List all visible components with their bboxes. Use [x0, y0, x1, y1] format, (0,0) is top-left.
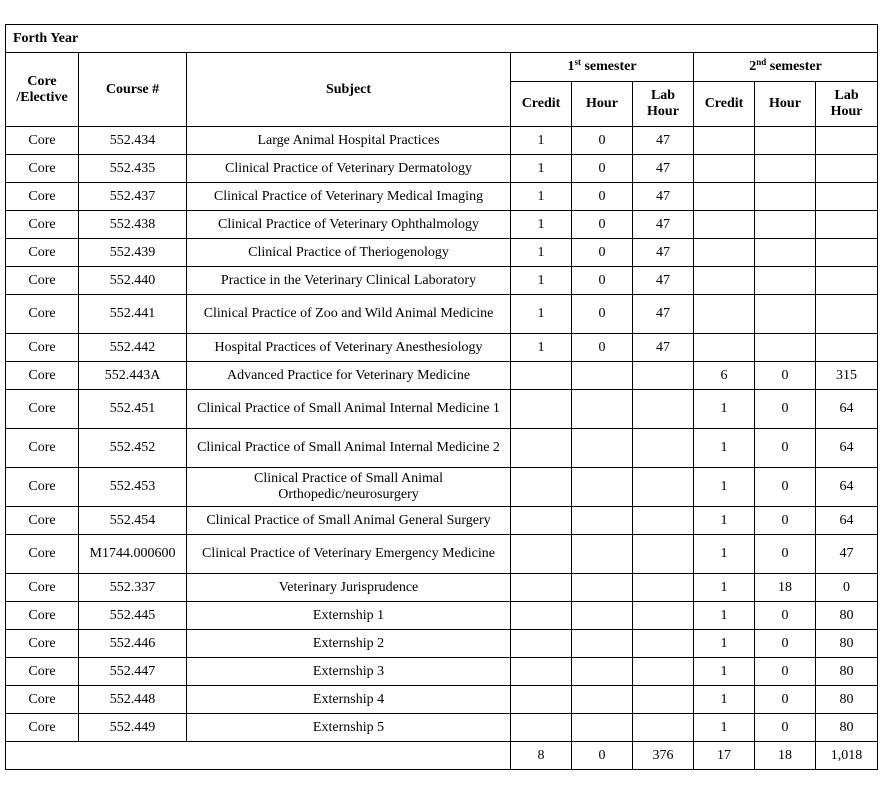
cell-s1-lab-hour [633, 390, 694, 429]
cell-s2-credit [694, 334, 755, 362]
cell-s1-credit [511, 658, 572, 686]
cell-s2-credit: 1 [694, 429, 755, 468]
cell-subject: Veterinary Jurisprudence [187, 574, 511, 602]
cell-s2-hour: 0 [755, 468, 816, 507]
cell-s2-hour [755, 267, 816, 295]
cell-s1-hour: 0 [572, 267, 633, 295]
cell-s2-credit [694, 267, 755, 295]
cell-s2-hour: 0 [755, 429, 816, 468]
cell-s2-credit [694, 295, 755, 334]
table-row [6, 127, 878, 155]
cell-s2-credit: 1 [694, 390, 755, 429]
total-s1-credit: 8 [511, 742, 572, 770]
cell-s1-credit: 1 [511, 295, 572, 334]
table-row [6, 362, 878, 390]
cell-s2-credit: 6 [694, 362, 755, 390]
cell-s2-lab-hour [816, 211, 878, 239]
cell-s1-credit [511, 362, 572, 390]
cell-s1-credit [511, 714, 572, 742]
cell-subject: Externship 2 [187, 630, 511, 658]
cell-s1-lab-hour: 47 [633, 239, 694, 267]
cell-s2-lab-hour [816, 334, 878, 362]
cell-s2-hour [755, 239, 816, 267]
cell-s2-hour [755, 211, 816, 239]
cell-course-number: 552.445 [79, 602, 187, 630]
cell-core-elective: Core [6, 267, 79, 295]
cell-s2-hour: 0 [755, 714, 816, 742]
cell-s2-credit [694, 155, 755, 183]
table-row [6, 686, 878, 714]
cell-core-elective: Core [6, 574, 79, 602]
cell-course-number: 552.337 [79, 574, 187, 602]
cell-s2-credit [694, 211, 755, 239]
cell-s1-lab-hour [633, 535, 694, 574]
cell-subject: Clinical Practice of Small Animal Internal Medicine 2 [187, 429, 511, 468]
header-s2-lab-hour: Lab Hour [816, 82, 878, 127]
cell-s1-lab-hour [633, 686, 694, 714]
cell-core-elective: Core [6, 127, 79, 155]
cell-core-elective: Core [6, 362, 79, 390]
cell-s1-lab-hour [633, 429, 694, 468]
cell-subject: Externship 3 [187, 658, 511, 686]
cell-s1-credit: 1 [511, 183, 572, 211]
total-s1-hour: 0 [572, 742, 633, 770]
cell-s2-credit: 1 [694, 602, 755, 630]
table-row [6, 267, 878, 295]
cell-s1-credit: 1 [511, 155, 572, 183]
table-row [6, 507, 878, 535]
cell-core-elective: Core [6, 686, 79, 714]
cell-s1-credit [511, 507, 572, 535]
cell-s2-lab-hour [816, 127, 878, 155]
cell-s1-lab-hour [633, 468, 694, 507]
cell-core-elective: Core [6, 155, 79, 183]
table-row [6, 602, 878, 630]
total-s2-lab: 1,018 [816, 742, 878, 770]
cell-s2-credit [694, 183, 755, 211]
cell-s1-hour [572, 390, 633, 429]
cell-core-elective: Core [6, 429, 79, 468]
cell-subject: Clinical Practice of Veterinary Ophthalmology [187, 211, 511, 239]
cell-s1-credit: 1 [511, 267, 572, 295]
cell-s2-credit: 1 [694, 507, 755, 535]
cell-core-elective: Core [6, 183, 79, 211]
cell-course-number: 552.442 [79, 334, 187, 362]
cell-core-elective: Core [6, 468, 79, 507]
cell-subject: Clinical Practice of Zoo and Wild Animal Medicine [187, 295, 511, 334]
cell-s2-lab-hour [816, 183, 878, 211]
cell-s2-lab-hour: 80 [816, 602, 878, 630]
cell-subject: Externship 1 [187, 602, 511, 630]
cell-s2-lab-hour: 64 [816, 390, 878, 429]
cell-s2-hour: 0 [755, 535, 816, 574]
table-title: Forth Year [6, 25, 878, 53]
header-course-number: Course # [79, 53, 187, 127]
cell-course-number: 552.453 [79, 468, 187, 507]
totals-row [6, 742, 878, 770]
header-subject: Subject [187, 53, 511, 127]
cell-s2-credit: 1 [694, 574, 755, 602]
cell-s1-lab-hour: 47 [633, 334, 694, 362]
table-row [6, 334, 878, 362]
cell-s1-credit [511, 630, 572, 658]
cell-s1-lab-hour: 47 [633, 211, 694, 239]
cell-course-number: 552.438 [79, 211, 187, 239]
cell-course-number: 552.435 [79, 155, 187, 183]
cell-course-number: 552.434 [79, 127, 187, 155]
table-row [6, 630, 878, 658]
cell-s1-lab-hour [633, 714, 694, 742]
header-s1-hour: Hour [572, 82, 633, 127]
cell-s1-hour [572, 686, 633, 714]
table-row [6, 183, 878, 211]
cell-s1-hour [572, 535, 633, 574]
cell-s1-credit [511, 390, 572, 429]
header-s2-hour: Hour [755, 82, 816, 127]
cell-s1-lab-hour [633, 658, 694, 686]
cell-s1-lab-hour: 47 [633, 267, 694, 295]
cell-s1-hour: 0 [572, 127, 633, 155]
cell-core-elective: Core [6, 602, 79, 630]
cell-s2-hour: 0 [755, 602, 816, 630]
cell-s2-lab-hour: 315 [816, 362, 878, 390]
cell-core-elective: Core [6, 239, 79, 267]
table-row [6, 468, 878, 507]
cell-course-number: 552.437 [79, 183, 187, 211]
cell-s1-credit [511, 468, 572, 507]
cell-s2-lab-hour [816, 267, 878, 295]
cell-s1-hour [572, 468, 633, 507]
cell-s2-credit [694, 127, 755, 155]
cell-core-elective: Core [6, 295, 79, 334]
cell-s1-hour: 0 [572, 183, 633, 211]
cell-course-number: 552.439 [79, 239, 187, 267]
cell-course-number: 552.443A [79, 362, 187, 390]
cell-s1-lab-hour [633, 630, 694, 658]
cell-s1-hour [572, 362, 633, 390]
cell-subject: Clinical Practice of Theriogenology [187, 239, 511, 267]
cell-course-number: 552.440 [79, 267, 187, 295]
table-row [6, 390, 878, 429]
cell-core-elective: Core [6, 630, 79, 658]
header-s1-lab-hour: Lab Hour [633, 82, 694, 127]
cell-s1-hour [572, 630, 633, 658]
cell-course-number: 552.454 [79, 507, 187, 535]
cell-core-elective: Core [6, 535, 79, 574]
cell-s2-lab-hour: 80 [816, 630, 878, 658]
cell-core-elective: Core [6, 390, 79, 429]
cell-core-elective: Core [6, 334, 79, 362]
cell-s2-hour: 0 [755, 658, 816, 686]
table-row [6, 574, 878, 602]
table-row [6, 535, 878, 574]
cell-s2-lab-hour [816, 155, 878, 183]
cell-subject: Externship 5 [187, 714, 511, 742]
total-s2-credit: 17 [694, 742, 755, 770]
cell-subject: Large Animal Hospital Practices [187, 127, 511, 155]
cell-s2-hour: 0 [755, 390, 816, 429]
cell-s1-hour: 0 [572, 295, 633, 334]
cell-subject: Clinical Practice of Small Animal General Surgery [187, 507, 511, 535]
cell-s2-lab-hour: 80 [816, 658, 878, 686]
table-row [6, 211, 878, 239]
header-s2-credit: Credit [694, 82, 755, 127]
cell-s2-hour [755, 295, 816, 334]
cell-s2-hour [755, 183, 816, 211]
cell-s1-hour [572, 658, 633, 686]
cell-subject: Advanced Practice for Veterinary Medicine [187, 362, 511, 390]
cell-subject: Clinical Practice of Veterinary Medical Imaging [187, 183, 511, 211]
cell-course-number: M1744.000600 [79, 535, 187, 574]
cell-s1-lab-hour [633, 362, 694, 390]
header-s1-credit: Credit [511, 82, 572, 127]
total-s1-lab: 376 [633, 742, 694, 770]
cell-course-number: 552.447 [79, 658, 187, 686]
cell-s1-credit: 1 [511, 211, 572, 239]
cell-core-elective: Core [6, 211, 79, 239]
cell-s1-credit [511, 686, 572, 714]
cell-course-number: 552.452 [79, 429, 187, 468]
cell-s1-hour: 0 [572, 211, 633, 239]
cell-s2-credit: 1 [694, 686, 755, 714]
cell-s2-credit: 1 [694, 468, 755, 507]
cell-s1-hour: 0 [572, 239, 633, 267]
cell-course-number: 552.449 [79, 714, 187, 742]
total-s2-hour: 18 [755, 742, 816, 770]
cell-s1-hour: 0 [572, 334, 633, 362]
cell-course-number: 552.451 [79, 390, 187, 429]
cell-s1-hour [572, 507, 633, 535]
cell-s1-credit [511, 535, 572, 574]
cell-s2-hour: 0 [755, 507, 816, 535]
table-row [6, 429, 878, 468]
table-row [6, 658, 878, 686]
cell-s2-hour: 0 [755, 686, 816, 714]
cell-s1-lab-hour [633, 507, 694, 535]
cell-course-number: 552.448 [79, 686, 187, 714]
cell-s1-lab-hour [633, 574, 694, 602]
cell-core-elective: Core [6, 714, 79, 742]
cell-s1-lab-hour: 47 [633, 183, 694, 211]
cell-subject: Clinical Practice of Small Animal Orthopedic/neurosurgery [187, 468, 511, 507]
cell-s2-lab-hour: 80 [816, 714, 878, 742]
cell-s1-hour: 0 [572, 155, 633, 183]
cell-s2-credit: 1 [694, 630, 755, 658]
table-row [6, 155, 878, 183]
cell-course-number: 552.446 [79, 630, 187, 658]
cell-s1-credit [511, 429, 572, 468]
cell-s2-lab-hour: 64 [816, 429, 878, 468]
table-row [6, 714, 878, 742]
cell-subject: Practice in the Veterinary Clinical Laboratory [187, 267, 511, 295]
cell-s1-hour [572, 574, 633, 602]
course-table [5, 24, 878, 770]
cell-s2-credit: 1 [694, 535, 755, 574]
cell-s2-lab-hour: 47 [816, 535, 878, 574]
cell-s2-credit: 1 [694, 658, 755, 686]
cell-s2-lab-hour: 64 [816, 468, 878, 507]
cell-s1-credit: 1 [511, 334, 572, 362]
cell-s1-hour [572, 602, 633, 630]
cell-s1-credit: 1 [511, 127, 572, 155]
cell-s2-hour [755, 334, 816, 362]
header-core-elective: Core /Elective [6, 53, 79, 127]
cell-core-elective: Core [6, 507, 79, 535]
cell-s2-credit [694, 239, 755, 267]
cell-s1-credit: 1 [511, 239, 572, 267]
cell-course-number: 552.441 [79, 295, 187, 334]
cell-s2-hour: 0 [755, 362, 816, 390]
cell-subject: Clinical Practice of Veterinary Dermatology [187, 155, 511, 183]
cell-s1-lab-hour: 47 [633, 295, 694, 334]
cell-s1-credit [511, 602, 572, 630]
cell-s2-hour [755, 155, 816, 183]
cell-core-elective: Core [6, 658, 79, 686]
cell-s1-hour [572, 429, 633, 468]
table-row [6, 295, 878, 334]
cell-s2-hour: 18 [755, 574, 816, 602]
header-semester-1: 1st semester [511, 53, 694, 82]
cell-s2-lab-hour: 0 [816, 574, 878, 602]
cell-subject: Clinical Practice of Small Animal Internal Medicine 1 [187, 390, 511, 429]
cell-s2-credit: 1 [694, 714, 755, 742]
table-row [6, 239, 878, 267]
cell-s1-credit [511, 574, 572, 602]
cell-subject: Clinical Practice of Veterinary Emergency Medicine [187, 535, 511, 574]
cell-s2-lab-hour [816, 295, 878, 334]
cell-s2-lab-hour: 80 [816, 686, 878, 714]
cell-s1-hour [572, 714, 633, 742]
totals-label-cell [6, 742, 511, 770]
cell-s1-lab-hour: 47 [633, 127, 694, 155]
header-semester-2: 2nd semester [694, 53, 878, 82]
cell-s2-lab-hour: 64 [816, 507, 878, 535]
cell-s1-lab-hour: 47 [633, 155, 694, 183]
cell-subject: Hospital Practices of Veterinary Anesthesiology [187, 334, 511, 362]
cell-s2-lab-hour [816, 239, 878, 267]
cell-s2-hour: 0 [755, 630, 816, 658]
cell-s1-lab-hour [633, 602, 694, 630]
cell-subject: Externship 4 [187, 686, 511, 714]
cell-s2-hour [755, 127, 816, 155]
